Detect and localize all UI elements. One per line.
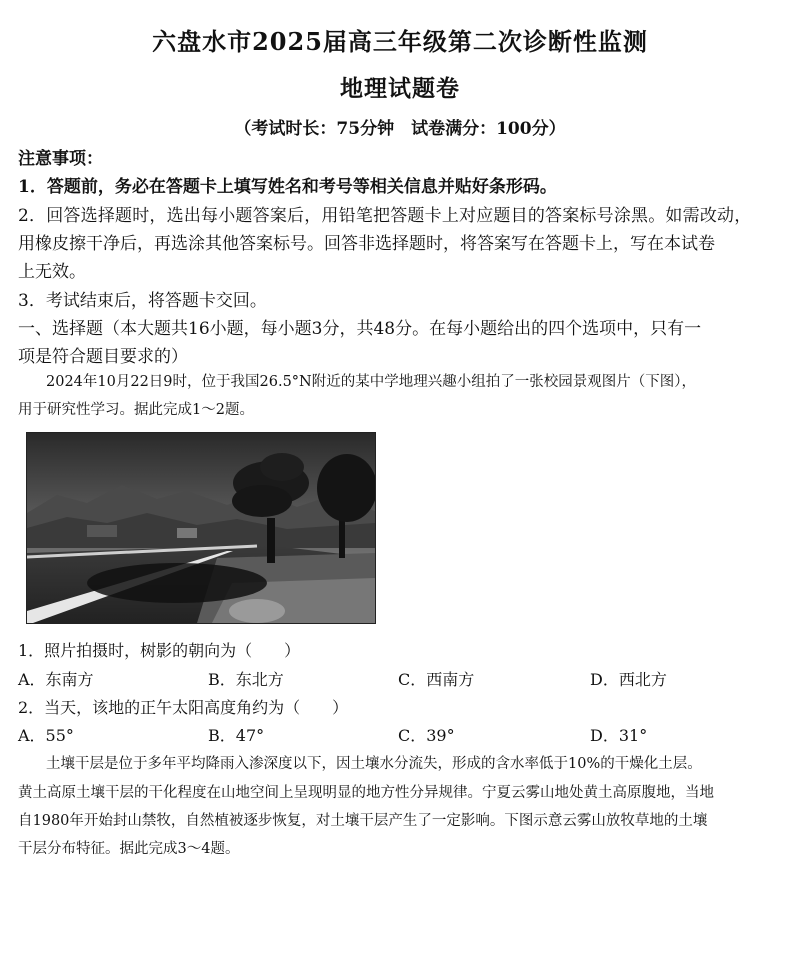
q2-option-c: C．39° xyxy=(398,726,455,745)
passage1-line1: 2024年10月22日9时，位于我国26.5°N附近的某中学地理兴趣小组拍了一张校园景观图片（下图）， xyxy=(46,374,696,390)
question-2-stem: 2．当天，该地的正午太阳高度角约为（ ） xyxy=(18,698,349,717)
q2-option-a: A．55° xyxy=(18,726,74,745)
campus-photo xyxy=(26,432,376,624)
passage1-line2: 用于研究性学习。据此完成1～2题。 xyxy=(18,402,254,418)
subject-title: 地理试题卷 xyxy=(340,75,460,102)
q1-option-a: A．东南方 xyxy=(18,670,94,689)
note-item-3: 3．考试结束后，将答题卡交回。 xyxy=(18,291,267,311)
note-item-1: 1．答题前，务必在答题卡上填写姓名和考号等相关信息并贴好条形码。 xyxy=(18,177,557,197)
q1-option-d: D．西北方 xyxy=(590,670,667,689)
notes-heading: 注意事项： xyxy=(18,149,103,169)
q2-option-d: D．31° xyxy=(590,726,648,745)
note-item-2-cont: 用橡皮擦干净后，再选涂其他答案标号。回答非选择题时，将答案写在答题卡上，写在本试卷 xyxy=(18,234,715,254)
q1-option-b: B．东北方 xyxy=(208,670,284,689)
passage2-line1: 土壤干层是位于多年平均降雨入渗深度以下，因土壤水分流失，形成的含水率低于10%的干燥化土层。 xyxy=(46,756,702,772)
q1-option-c: C．西南方 xyxy=(398,670,475,689)
exam-meta: （考试时长：75分钟 试卷满分：100分） xyxy=(234,119,566,139)
passage2-line4: 干层分布特征。据此完成3～4题。 xyxy=(18,841,240,857)
section-heading-cont: 项是符合题目要求的） xyxy=(18,347,188,367)
q2-option-b: B．47° xyxy=(208,726,265,745)
section-heading: 一、选择题（本大题共16小题，每小题3分，共48分。在每小题给出的四个选项中，只有一 xyxy=(18,319,702,339)
note-item-2: 2．回答选择题时，选出每小题答案后，用铅笔把答题卡上对应题目的答案标号涂黑。如需改动， xyxy=(18,206,752,226)
passage2-line2: 黄土高原土壤干层的干化程度在山地空间上呈现明显的地方性分异规律。宁夏云雾山地处黄土高原腹地，当地 xyxy=(18,785,714,801)
note-item-2-end: 上无效。 xyxy=(18,262,86,282)
exam-title: 六盘水市2025届高三年级第二次诊断性监测 xyxy=(152,27,648,56)
question-1-stem: 1．照片拍摄时，树影的朝向为（ ） xyxy=(18,641,301,660)
passage2-line3: 自1980年开始封山禁牧，自然植被逐步恢复，对土壤干层产生了一定影响。下图示意云雾山放牧草地的土壤 xyxy=(18,813,708,829)
